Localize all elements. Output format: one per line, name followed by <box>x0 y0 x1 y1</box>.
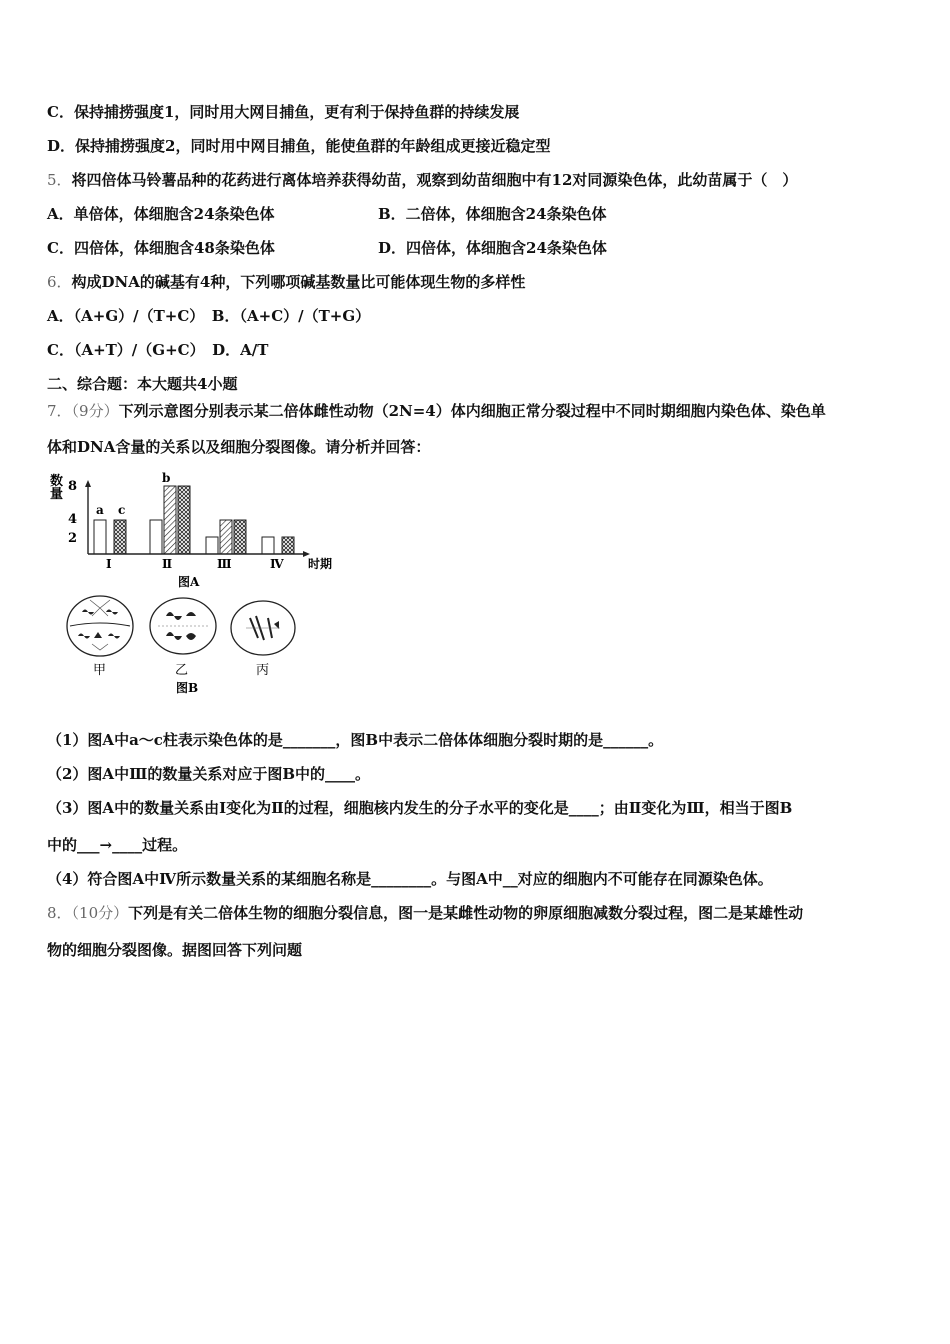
question-5-number: 5． <box>47 171 72 189</box>
question-8-number: 8．（10分） <box>47 904 129 922</box>
cell-jia-label: 甲 <box>93 663 107 678</box>
section-2-heading: 二、综合题：本大题共4小题 <box>47 375 238 393</box>
bar-c-2 <box>178 486 190 554</box>
q7-part-1: （1）图A中a～c柱表示染色体的是_______，图B中表示二倍体体细胞分裂时期的是______。 <box>47 731 664 749</box>
q5-option-b: B．二倍体，体细胞含24条染色体 <box>378 205 607 223</box>
q6-options-ab: A．（A+G）/（T+C） B．（A+C）/（T+G） <box>47 307 371 325</box>
figure-a-ylabel-1: 数 <box>50 474 64 489</box>
question-8-line-2: 物的细胞分裂图像。据图回答下列问题 <box>47 941 303 959</box>
option-d: D．保持捕捞强度2，同时用中网目捕鱼，能使鱼群的年龄组成更接近稳定型 <box>47 137 551 155</box>
figure-b-cells <box>60 588 310 698</box>
q7-part-3-line-2: 中的___→____过程。 <box>47 836 188 854</box>
q7-part-2: （2）图A中Ⅲ的数量关系对应于图B中的____。 <box>47 765 371 783</box>
q6-options-cd: C．（A+T）/（G+C） D．A/T <box>47 341 269 359</box>
cell-bing-label: 丙 <box>256 663 270 678</box>
bar-c-1 <box>114 520 126 554</box>
figure-a-caption: 图A <box>178 575 200 589</box>
bar-c-3 <box>234 520 246 554</box>
question-6-number: 6． <box>47 273 72 291</box>
figure-a-ytick-2: 2 <box>68 531 78 546</box>
question-8 <box>47 903 803 923</box>
cell-bing <box>231 601 295 655</box>
q5-option-a: A．单倍体，体细胞含24条染色体 <box>47 205 275 223</box>
bar-a-3 <box>206 537 218 554</box>
figure-a-ylabel-2: 量 <box>50 487 64 502</box>
figure-a-chart <box>44 470 354 594</box>
figure-a-period-2: Ⅱ <box>162 557 173 571</box>
figure-a-period-4: Ⅳ <box>270 557 284 571</box>
bar-b-2 <box>164 486 176 554</box>
figure-a-label-b: b <box>162 471 171 485</box>
question-7-line-1: 下列示意图分别表示某二倍体雌性动物（2N=4）体内细胞正常分裂过程中不同时期细胞内染色体、染色单 <box>118 402 826 420</box>
figure-a-ytick-4: 4 <box>68 512 78 527</box>
q7-part-3-line-1: （3）图A中的数量关系由Ⅰ变化为Ⅱ的过程，细胞核内发生的分子水平的变化是____；由Ⅱ变化为Ⅲ，相当于图B <box>47 799 793 817</box>
question-7 <box>47 401 826 421</box>
question-5 <box>47 170 797 190</box>
cell-jia <box>67 596 133 656</box>
bar-c-4 <box>282 537 294 554</box>
q7-part-4: （4）符合图A中Ⅳ所示数量关系的某细胞名称是________。与图A中__对应的细胞内不可能存在同源染色体。 <box>47 870 773 888</box>
option-c: C．保持捕捞强度1，同时用大网目捕鱼，更有利于保持鱼群的持续发展 <box>47 103 520 121</box>
figure-a-label-a: a <box>96 503 104 517</box>
figure-a-period-3: Ⅲ <box>217 557 232 571</box>
question-7-line-2: 体和DNA含量的关系以及细胞分裂图像。请分析并回答： <box>47 438 431 456</box>
question-6 <box>47 272 525 292</box>
question-8-line-1: 下列是有关二倍体生物的细胞分裂信息，图一是某雌性动物的卵原细胞减数分裂过程，图二是某雄性动 <box>128 904 804 922</box>
bar-b-3 <box>220 520 232 554</box>
figure-b-caption: 图B <box>176 681 199 695</box>
bar-a-2 <box>150 520 162 554</box>
figure-a-xlabel: 时期 <box>308 557 333 571</box>
bar-a-4 <box>262 537 274 554</box>
q5-option-c: C．四倍体，体细胞含48条染色体 <box>47 239 275 257</box>
figure-a-label-c: c <box>118 503 126 517</box>
question-5-text: 将四倍体马铃薯品种的花药进行离体培养获得幼苗，观察到幼苗细胞中有12对同源染色体，此幼苗属于（ ） <box>71 171 798 189</box>
figure-a-period-1: Ⅰ <box>106 557 112 571</box>
q5-option-d: D．四倍体，体细胞含24条染色体 <box>378 239 607 257</box>
question-7-number: 7．（9分） <box>47 402 119 420</box>
figure-a-ytick-8: 8 <box>68 479 78 494</box>
cell-yi <box>150 598 216 654</box>
figure-a-y-arrow <box>85 480 91 487</box>
bar-a-1 <box>94 520 106 554</box>
question-6-text: 构成DNA的碱基有4种，下列哪项碱基数量比可能体现生物的多样性 <box>71 273 526 291</box>
cell-yi-label: 乙 <box>175 663 189 678</box>
